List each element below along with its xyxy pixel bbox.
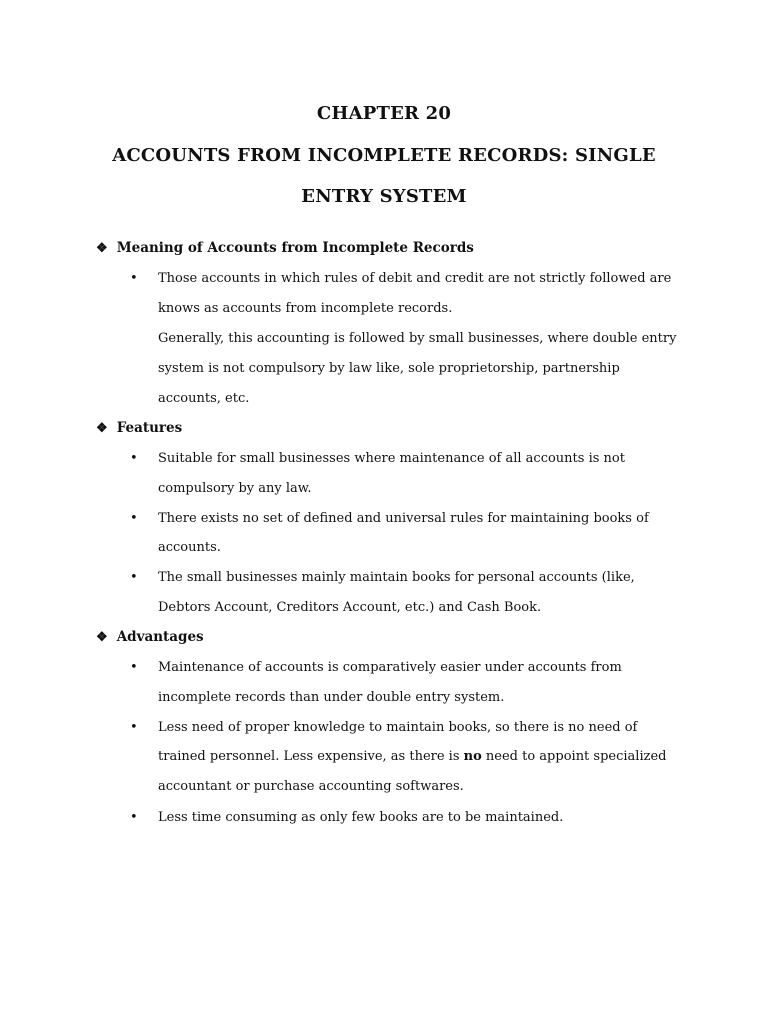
paragraph-line: Debtors Account, Creditors Account, etc.) and Cash Book. [158,600,542,615]
bullet-icon: • [130,720,138,735]
paragraph-line: compulsory by any law. [158,481,312,496]
bullet-icon: • [130,511,138,526]
paragraph-line: Less time consuming as only few books are to be maintained. [158,810,564,825]
text-segment: trained personnel. Less expensive, as there is [158,749,464,764]
bullet-icon: • [130,810,138,825]
section-heading-advantages [96,629,204,645]
chapter-title-line-1: ACCOUNTS FROM INCOMPLETE RECORDS: SINGLE [112,145,656,166]
paragraph-line: Less need of proper knowledge to maintain books, so there is no need of [158,720,638,735]
diamond-bullet-icon: ❖ [96,421,108,436]
section-heading-text: Features [116,420,183,436]
bullet-icon: • [130,570,138,585]
paragraph-line: knows as accounts from incomplete records. [158,301,453,316]
paragraph-line: The small businesses mainly maintain books for personal accounts (like, [158,570,635,585]
section-heading-features [96,420,182,436]
paragraph-line: Those accounts in which rules of debit and credit are not strictly followed are [158,271,672,286]
paragraph-line: Generally, this accounting is followed by small businesses, where double entry [158,331,677,346]
paragraph-line: accountant or purchase accounting softwares. [158,779,464,794]
paragraph-line: system is not compulsory by law like, sole proprietorship, partnership [158,361,620,376]
paragraph-line: Suitable for small businesses where maintenance of all accounts is not [158,451,625,466]
paragraph-line [158,749,666,764]
diamond-bullet-icon: ❖ [96,630,108,645]
paragraph-line: There exists no set of defined and universal rules for maintaining books of [158,511,649,526]
text-segment: need to appoint specialized [481,749,667,764]
chapter-title-line-2: ENTRY SYSTEM [301,186,467,207]
bullet-icon: • [130,271,138,286]
diamond-bullet-icon: ❖ [96,241,108,256]
section-heading-text: Meaning of Accounts from Incomplete Records [116,240,474,256]
emphasis-text: no [463,749,482,764]
chapter-number: CHAPTER 20 [316,103,452,124]
section-heading-meaning [96,240,474,256]
bullet-icon: • [130,660,138,675]
section-heading-text: Advantages [116,629,204,645]
paragraph-line: accounts. [158,540,221,555]
paragraph-line: accounts, etc. [158,391,250,406]
paragraph-line: Maintenance of accounts is comparatively easier under accounts from [158,660,622,675]
bullet-icon: • [130,451,138,466]
paragraph-line: incomplete records than under double entry system. [158,690,505,705]
